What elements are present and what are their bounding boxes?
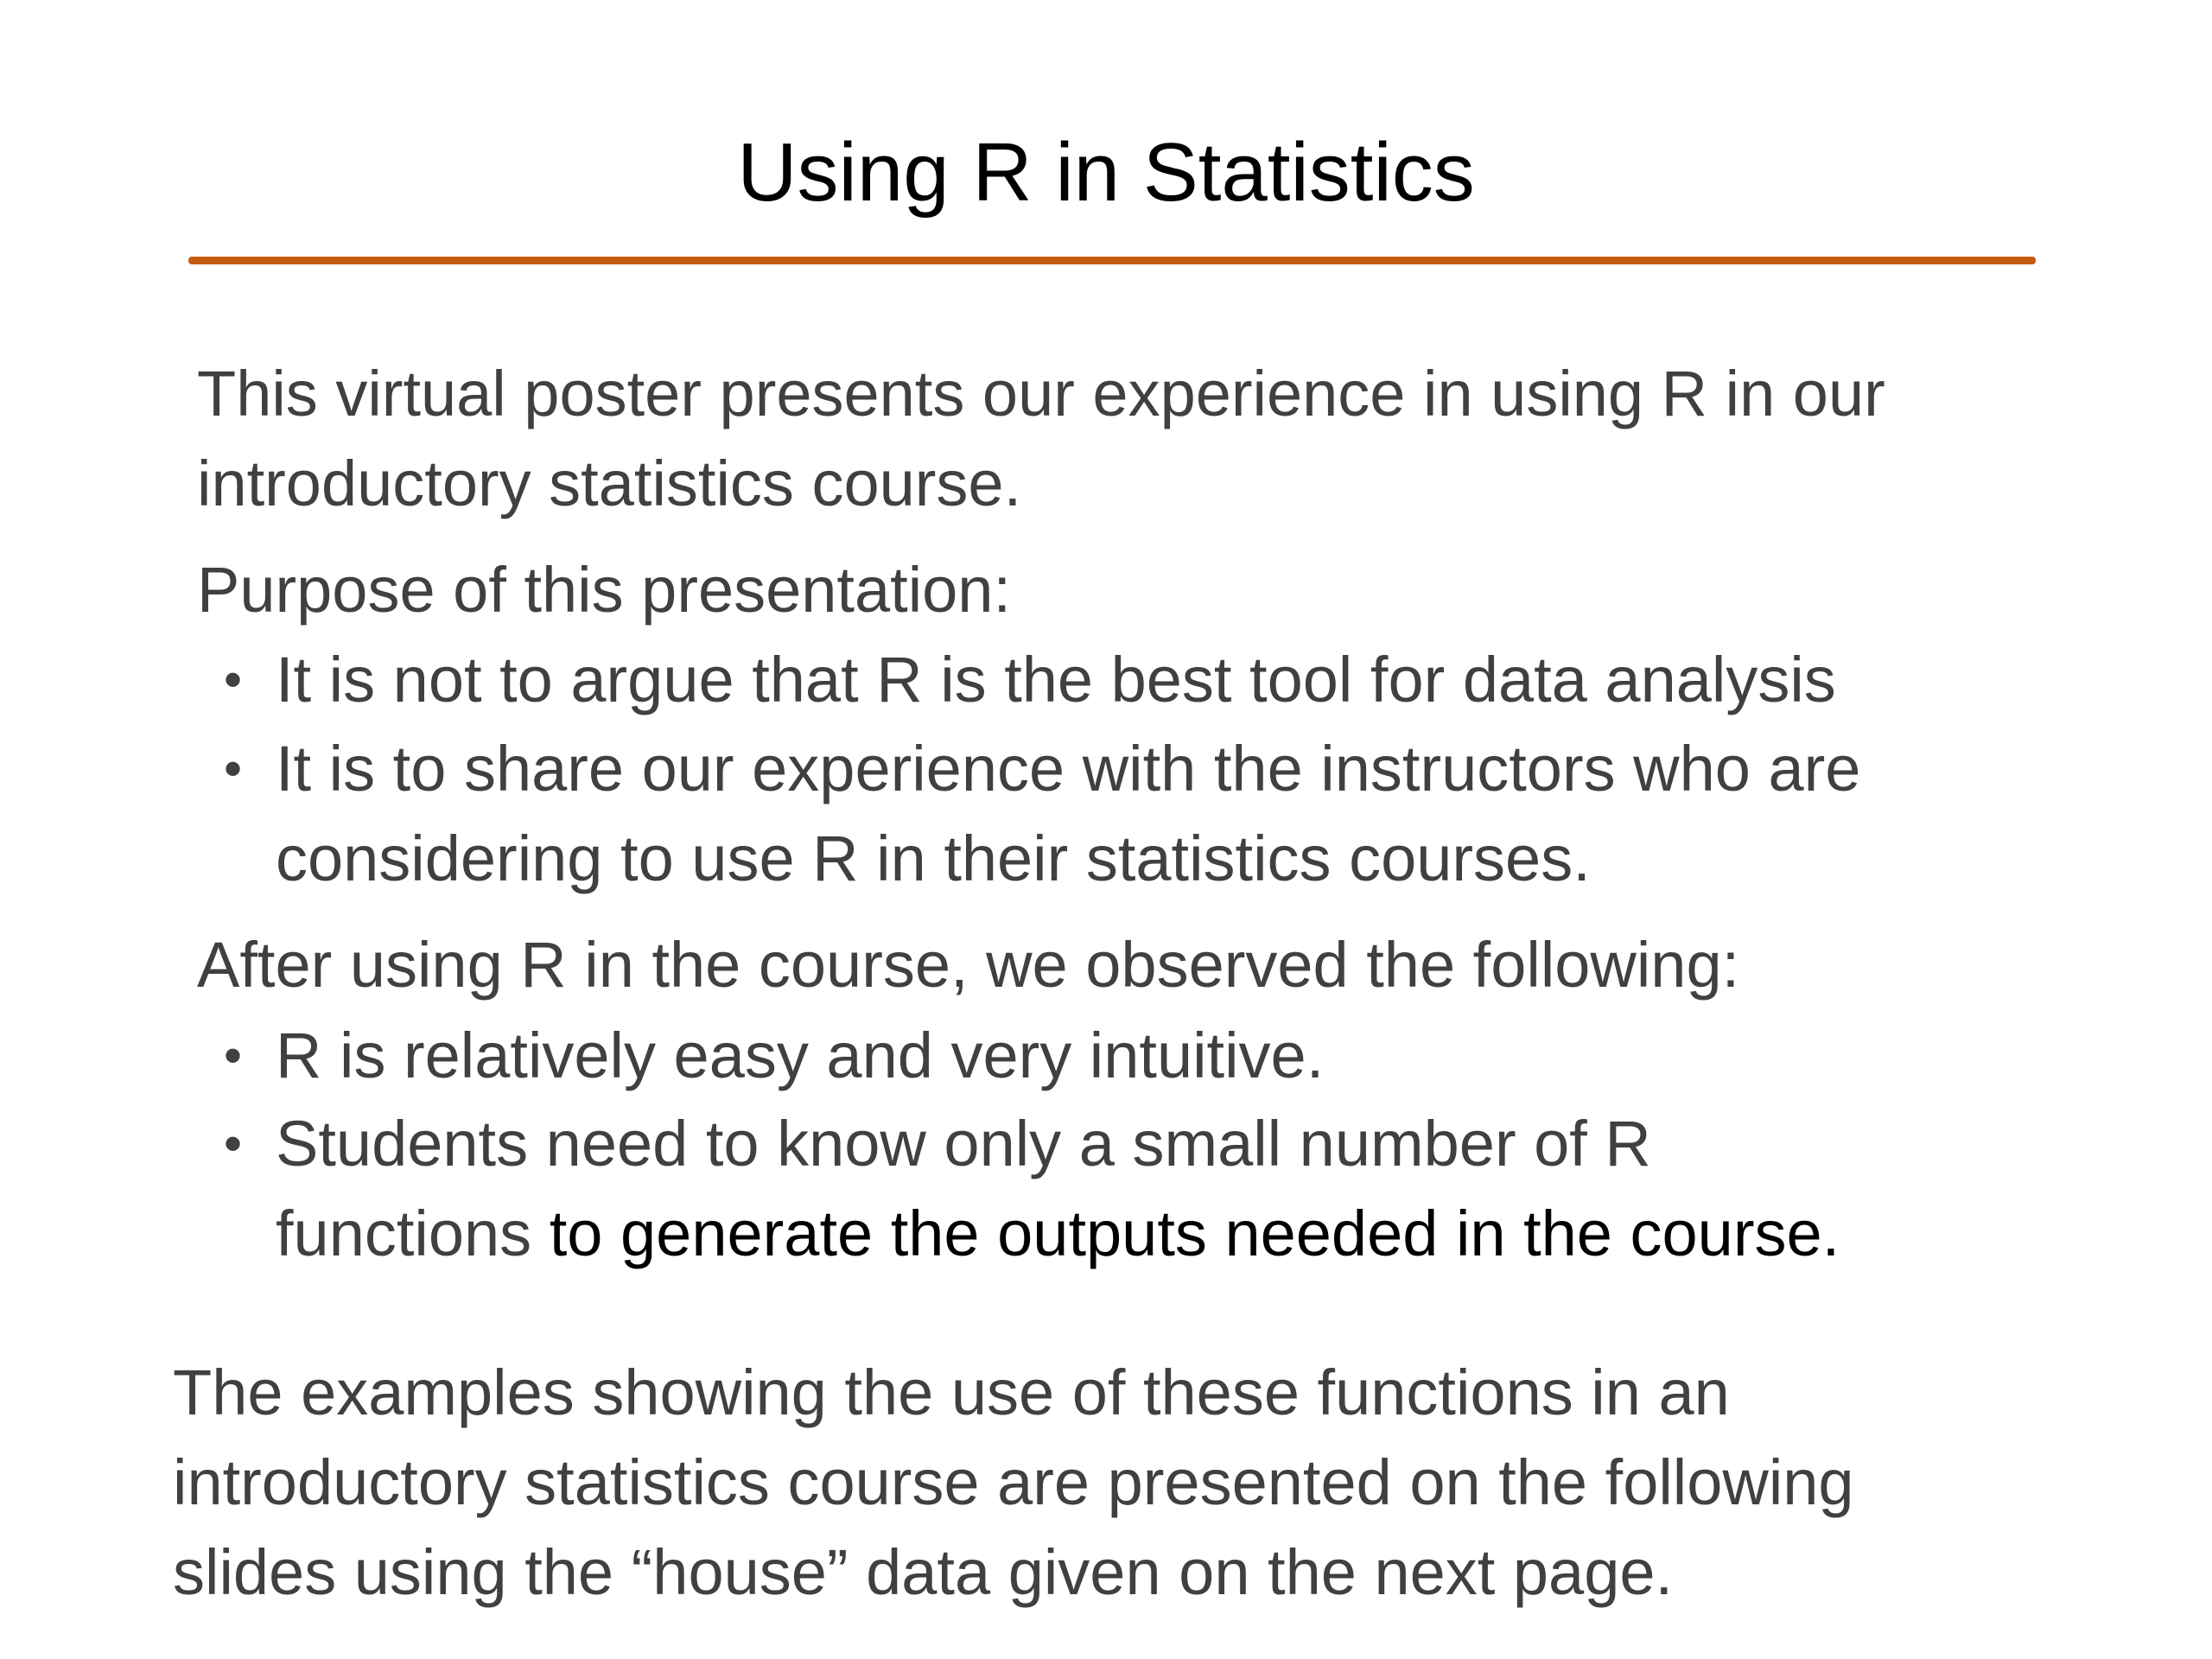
observation-bullet-2-line-2b: to generate the outputs needed in the course. — [549, 1198, 1840, 1269]
observation-bullet-2-line-2a: functions — [276, 1198, 550, 1269]
title-underline — [188, 257, 2036, 264]
purpose-bullet-2-line-1: It is to share our experience with the instructors who are — [276, 733, 1861, 804]
bullet-dot-icon: • — [224, 1115, 243, 1173]
bullet-dot-icon: • — [224, 651, 243, 709]
observations-heading: After using R in the course, we observed the following: — [197, 929, 1740, 1001]
intro-paragraph — [197, 349, 1885, 529]
observation-bullet-2 — [224, 1099, 1840, 1279]
examples-line-2: introductory statistics course are presented on the following — [173, 1446, 1854, 1518]
purpose-bullet-1 — [224, 635, 1836, 725]
intro-line-1: This virtual poster presents our experience in using R in our — [197, 358, 1885, 429]
examples-line-3: slides using the “house” data given on the next page. — [173, 1536, 1674, 1608]
purpose-bullet-1-text: It is not to argue that R is the best tool for data analysis — [276, 644, 1836, 715]
purpose-heading: Purpose of this presentation: — [197, 554, 1012, 626]
purpose-bullet-2-line-2: considering to use R in their statistics courses. — [276, 823, 1591, 894]
examples-line-1: The examples showing the use of these functions in an — [173, 1357, 1730, 1428]
observation-bullet-2-line-1: Students need to know only a small number of R — [276, 1108, 1651, 1179]
observation-bullet-1 — [224, 1011, 1325, 1101]
intro-line-2: introductory statistics course. — [197, 448, 1022, 519]
slide-title: Using R in Statistics — [737, 126, 1475, 219]
bullet-dot-icon: • — [224, 1027, 243, 1084]
purpose-bullet-2 — [224, 724, 1861, 904]
examples-paragraph — [173, 1348, 1854, 1618]
observation-bullet-1-text: R is relatively easy and very intuitive. — [276, 1020, 1325, 1091]
bullet-dot-icon: • — [224, 740, 243, 798]
